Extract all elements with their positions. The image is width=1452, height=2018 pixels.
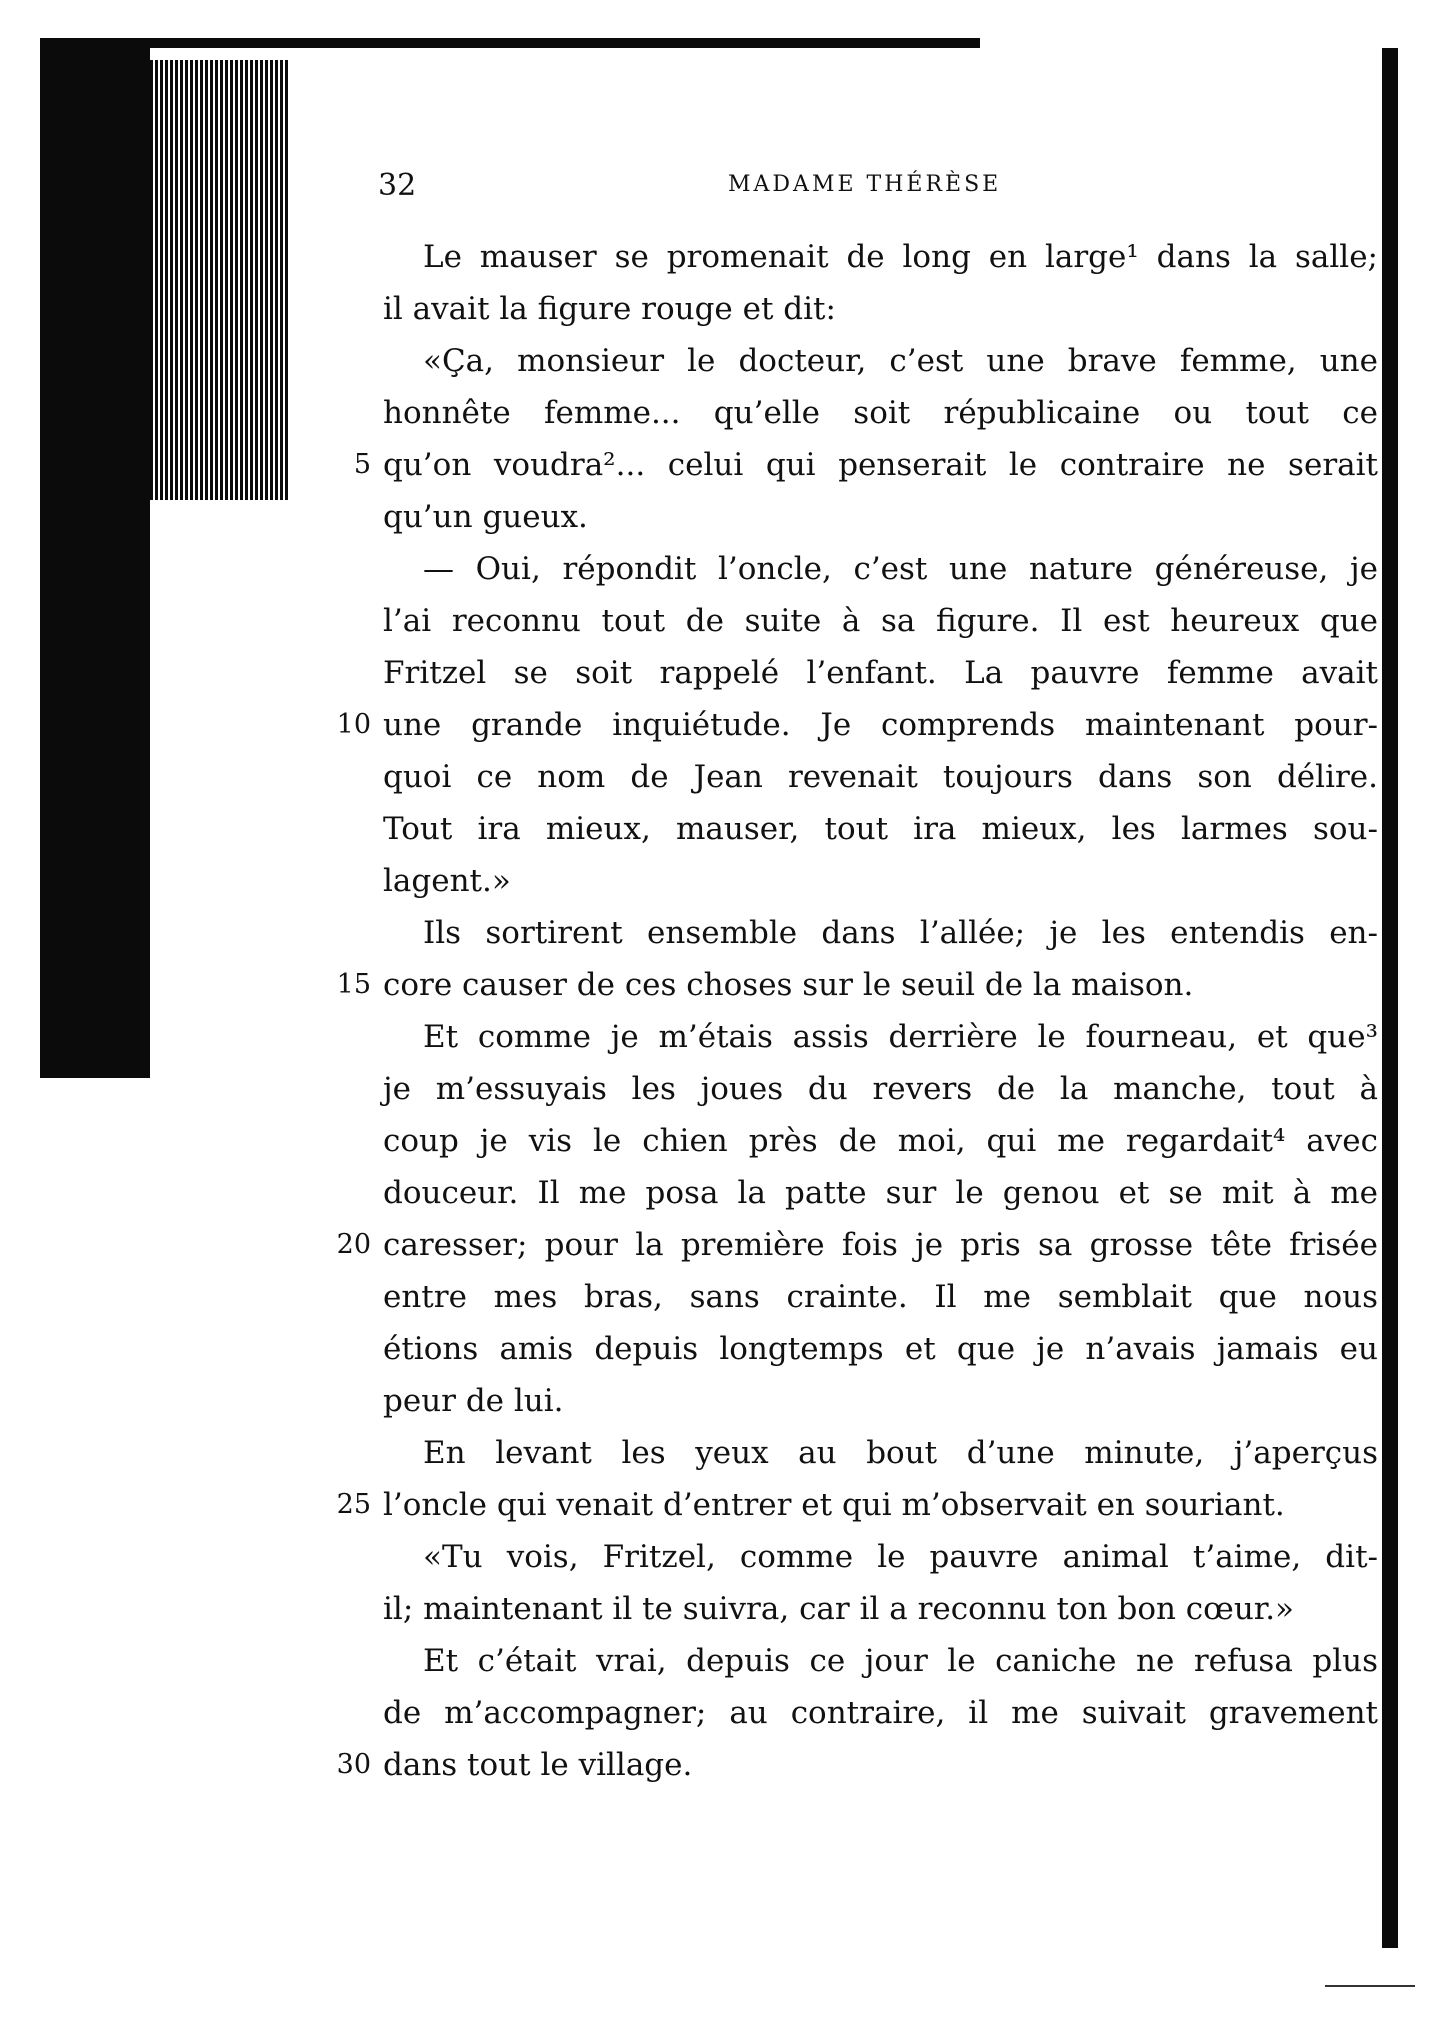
text-line (383, 1635, 1378, 1687)
text-line (383, 1375, 1378, 1427)
line-text: douceur. Il me posa la patte sur le genou et se mit à me (383, 1175, 1378, 1211)
line-text: de m’accompagner; au contraire, il me suivait gravement (383, 1695, 1378, 1731)
body-text (336, 231, 1378, 1791)
line-text: qu’on voudra²... celui qui penserait le contraire ne serait (383, 447, 1378, 483)
text-line (383, 1167, 1378, 1219)
text-line (336, 1479, 1378, 1531)
line-text: lagent.» (383, 863, 511, 899)
text-line (383, 1063, 1378, 1115)
line-text: Ils sortirent ensemble dans l’allée; je les entendis en- (423, 915, 1378, 951)
line-text: je m’essuyais les joues du revers de la manche, tout à (383, 1071, 1378, 1107)
text-line (383, 855, 1378, 907)
line-text: Tout ira mieux, mauser, tout ira mieux, les larmes sou- (383, 811, 1378, 847)
line-text: — Oui, répondit l’oncle, c’est une nature généreuse, je (423, 551, 1378, 587)
text-line (383, 491, 1378, 543)
text-line (353, 439, 1378, 491)
text-line (383, 751, 1378, 803)
line-number: 25 (336, 1489, 371, 1520)
line-text: dans tout le village. (383, 1747, 693, 1783)
scan-bottom-rule (1325, 1985, 1415, 1987)
line-number: 10 (336, 709, 371, 740)
line-text: core causer de ces choses sur le seuil de la maison. (383, 967, 1194, 1003)
line-text: peur de lui. (383, 1383, 564, 1419)
text-line (383, 1427, 1378, 1479)
page-number: 32 (378, 168, 417, 203)
line-number: 15 (336, 969, 371, 1000)
scan-left-edge (40, 38, 150, 1078)
text-line (383, 1531, 1378, 1583)
line-text: il; maintenant il te suivra, car il a reconnu ton bon cœur.» (383, 1591, 1295, 1627)
line-text: En levant les yeux au bout d’une minute, j’aperçus (423, 1435, 1378, 1471)
text-line (383, 803, 1378, 855)
line-text: qu’un gueux. (383, 499, 588, 535)
line-text: Et comme je m’étais assis derrière le fourneau, et que³ (423, 1019, 1378, 1055)
text-line (336, 699, 1378, 751)
scan-top-rule (150, 38, 980, 48)
text-line (383, 543, 1378, 595)
text-line (336, 1219, 1378, 1271)
line-text: une grande inquiétude. Je comprends maintenant pour- (383, 707, 1378, 743)
line-text: entre mes bras, sans crainte. Il me semblait que nous (383, 1279, 1378, 1315)
line-text: caresser; pour la première fois je pris sa grosse tête frisée (383, 1227, 1378, 1263)
text-line (383, 231, 1378, 283)
text-line (336, 1739, 1378, 1791)
line-text: «Tu vois, Fritzel, comme le pauvre animal t’aime, dit- (423, 1539, 1378, 1575)
text-line (383, 647, 1378, 699)
line-text: quoi ce nom de Jean revenait toujours dans son délire. (383, 759, 1378, 795)
text-line (383, 1011, 1378, 1063)
line-text: l’ai reconnu tout de suite à sa figure. Il est heureux que (383, 603, 1378, 639)
text-line (383, 387, 1378, 439)
line-text: Le mauser se promenait de long en large¹ dans la salle; (423, 239, 1378, 275)
scan-right-edge (1382, 48, 1398, 1948)
line-text: l’oncle qui venait d’entrer et qui m’observait en souriant. (383, 1487, 1285, 1523)
running-head: MADAME THÉRÈSE (728, 172, 1002, 197)
line-text: il avait la figure rouge et dit: (383, 291, 836, 327)
text-line (383, 1115, 1378, 1167)
line-text: étions amis depuis longtemps et que je n’avais jamais eu (383, 1331, 1378, 1367)
line-number: 5 (353, 449, 371, 480)
text-line (383, 1687, 1378, 1739)
text-line (383, 335, 1378, 387)
text-line (383, 1323, 1378, 1375)
line-text: honnête femme... qu’elle soit républicaine ou tout ce (383, 395, 1378, 431)
line-number: 30 (336, 1749, 371, 1780)
line-text: «Ça, monsieur le docteur, c’est une brave femme, une (423, 343, 1378, 379)
line-text: coup je vis le chien près de moi, qui me regardait⁴ avec (383, 1123, 1378, 1159)
text-line (383, 283, 1378, 335)
text-line (383, 907, 1378, 959)
text-line (336, 959, 1378, 1011)
page-header (378, 168, 1378, 208)
text-line (383, 1271, 1378, 1323)
line-text: Et c’était vrai, depuis ce jour le caniche ne refusa plus (423, 1643, 1378, 1679)
text-line (383, 1583, 1378, 1635)
scan-edge-texture (150, 60, 290, 500)
text-line (383, 595, 1378, 647)
line-text: Fritzel se soit rappelé l’enfant. La pauvre femme avait (383, 655, 1378, 691)
line-number: 20 (336, 1229, 371, 1260)
